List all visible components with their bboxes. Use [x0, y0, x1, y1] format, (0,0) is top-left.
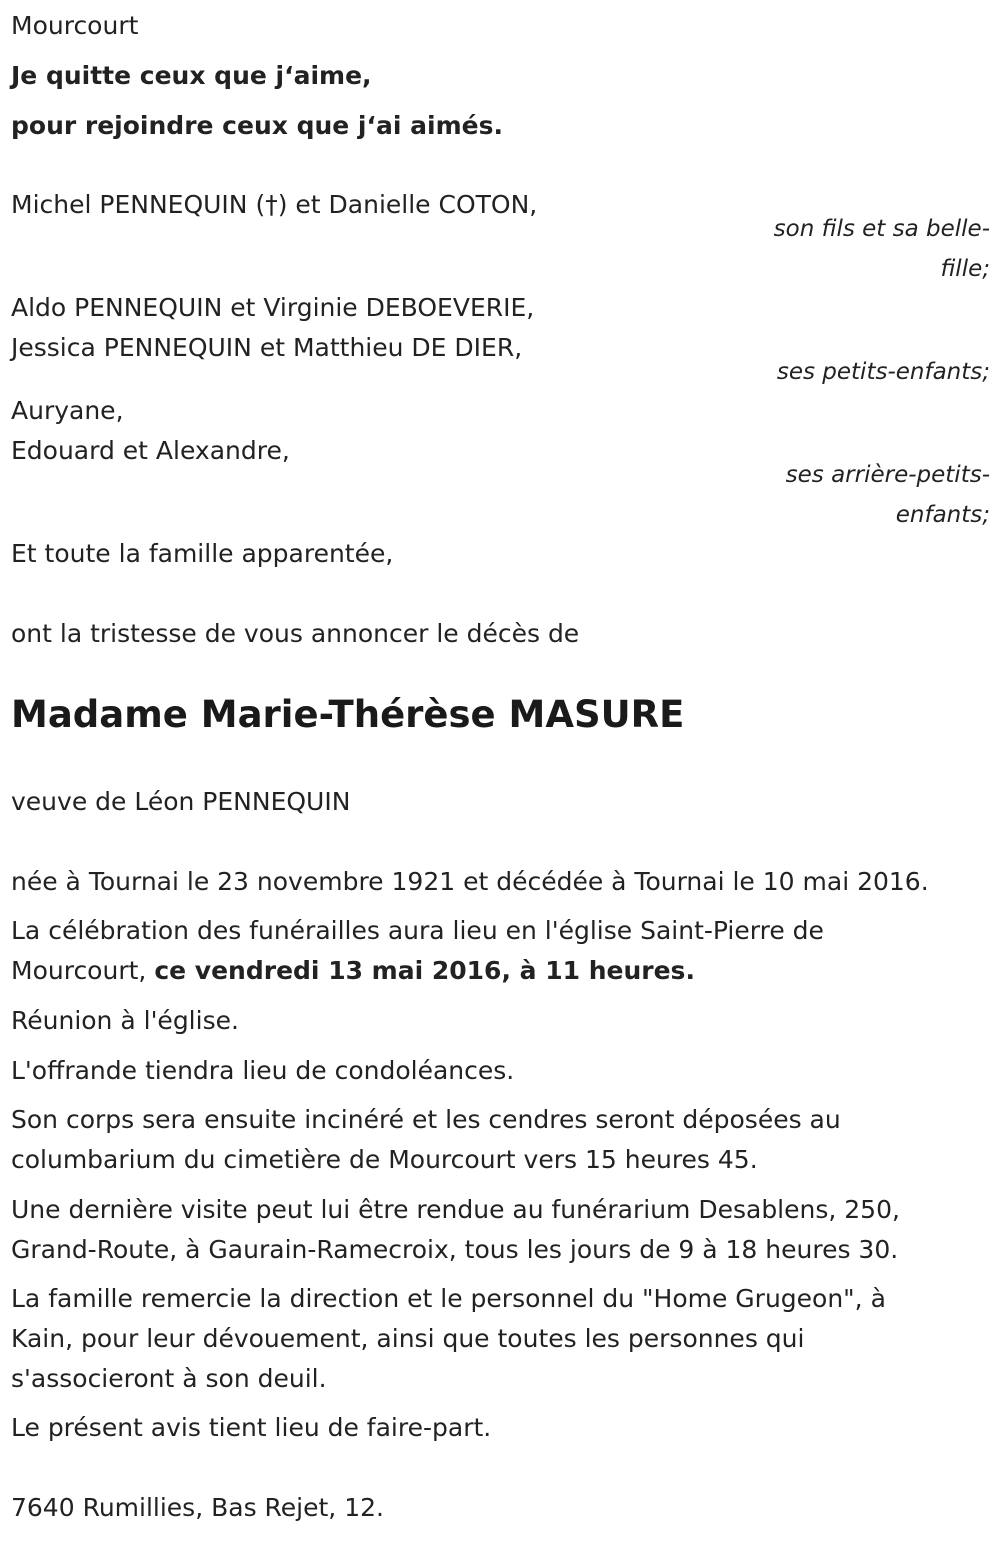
- meeting-line: Réunion à l'église.: [11, 1006, 239, 1035]
- extended-family: Et toute la famille apparentée,: [11, 539, 394, 568]
- cremation-line-1: Son corps sera ensuite incinéré et les cendres seront déposées au: [11, 1105, 841, 1134]
- cremation-line-2: columbarium du cimetière de Mourcourt vers 15 heures 45.: [11, 1145, 758, 1174]
- offering-line: L'offrande tiendra lieu de condoléances.: [11, 1056, 515, 1085]
- deceased-name: Madame Marie-Thérèse MASURE: [11, 693, 685, 736]
- family-group-2-relation-line-1: ses petits-enfants;: [776, 359, 990, 385]
- funeral-line-2: [11, 951, 695, 991]
- funeral-place: Mourcourt,: [11, 956, 155, 985]
- announcement: ont la tristesse de vous annoncer le décès de: [11, 619, 580, 648]
- quote-line-1: Je quitte ceux que j‘aime,: [11, 61, 372, 90]
- widow-of: veuve de Léon PENNEQUIN: [11, 787, 351, 816]
- family-group-1-relation-line-2: fille;: [940, 256, 990, 282]
- family-group-1-line-1: Michel PENNEQUIN (†) et Danielle COTON,: [11, 190, 538, 219]
- funeral-datetime: ce vendredi 13 mai 2016, à 11 heures.: [154, 956, 695, 985]
- birth-death-line: née à Tournai le 23 novembre 1921 et décédée à Tournai le 10 mai 2016.: [11, 867, 929, 896]
- thanks-line-1: La famille remercie la direction et le personnel du "Home Grugeon", à: [11, 1284, 886, 1313]
- address-line: 7640 Rumillies, Bas Rejet, 12.: [11, 1493, 384, 1522]
- family-group-3-line-2: Edouard et Alexandre,: [11, 436, 290, 465]
- family-group-3-relation-line-1: ses arrière-petits-: [785, 462, 990, 488]
- quote-line-2: pour rejoindre ceux que j‘ai aimés.: [11, 111, 503, 140]
- thanks-line-2: Kain, pour leur dévouement, ainsi que toutes les personnes qui: [11, 1324, 805, 1353]
- notice-line: Le présent avis tient lieu de faire-part.: [11, 1413, 492, 1442]
- visit-line-1: Une dernière visite peut lui être rendue au funérarium Desablens, 250,: [11, 1195, 900, 1224]
- place-heading: Mourcourt: [11, 11, 139, 40]
- funeral-line-1: La célébration des funérailles aura lieu en l'église Saint-Pierre de: [11, 916, 824, 945]
- family-group-3-relation-line-2: enfants;: [895, 502, 990, 528]
- thanks-line-3: s'associeront à son deuil.: [11, 1364, 327, 1393]
- family-group-1-relation-line-1: son fils et sa belle-: [773, 216, 990, 242]
- family-group-2-line-2: Jessica PENNEQUIN et Matthieu DE DIER,: [11, 333, 523, 362]
- family-group-3-line-1: Auryane,: [11, 396, 124, 425]
- family-group-2-line-1: Aldo PENNEQUIN et Virginie DEBOEVERIE,: [11, 293, 535, 322]
- visit-line-2: Grand-Route, à Gaurain-Ramecroix, tous les jours de 9 à 18 heures 30.: [11, 1235, 899, 1264]
